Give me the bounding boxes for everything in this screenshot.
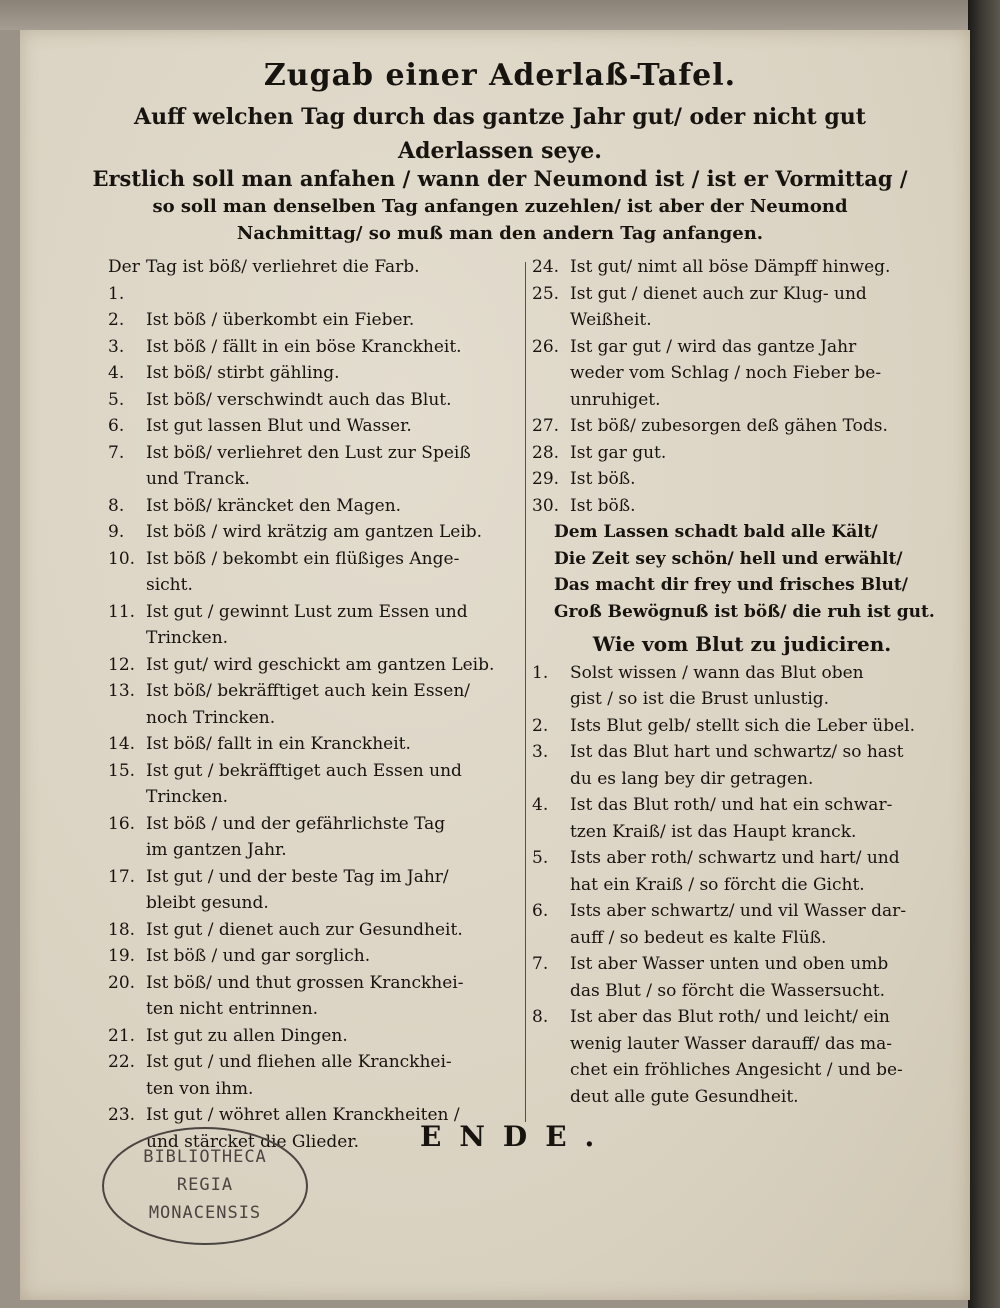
entry-line: gist / so ist die Brust unlustig. [570, 689, 830, 709]
entry-text [570, 951, 952, 1004]
entry-text [570, 281, 952, 334]
entry-line: Ist böß/ verliehret den Lust zur Speiß [146, 442, 471, 463]
verse-line: Die Zeit sey schön/ hell und erwählt/ [554, 548, 903, 569]
entry-line: Ist böß / und gar sorglich. [146, 946, 371, 966]
list-item [108, 652, 528, 679]
entry-text [570, 254, 952, 281]
entry-number: 3. [532, 742, 549, 762]
entry-line: Ist böß/ bekräfftiget auch kein Essen/ [146, 681, 471, 701]
entry-line: Ist aber das Blut roth/ und leicht/ ein [570, 1007, 890, 1027]
entry-text [146, 387, 528, 414]
entry-number: 5. [108, 389, 125, 410]
entry-number: 1. [532, 662, 549, 683]
entry-line: wenig lauter Wasser darauff/ das ma- [570, 1033, 892, 1054]
entry-number: 2. [532, 715, 549, 736]
entry-line: Ist böß. [570, 495, 636, 516]
entry-line: Ist böß/ stirbt gähling. [146, 363, 340, 383]
entry-number: 14. [108, 734, 136, 754]
entry-number: 15. [108, 760, 136, 781]
entry-text [570, 334, 952, 414]
catchword-ende: ENDE. [420, 1120, 613, 1153]
list-item [108, 440, 528, 493]
list-item [108, 493, 528, 520]
entry-number: 29. [532, 469, 560, 489]
list-item [108, 413, 528, 440]
entry-line: Trincken. [146, 787, 229, 807]
entry-number: 18. [108, 919, 136, 940]
entry-number: 3. [108, 336, 125, 357]
entry-number: 6. [108, 416, 125, 436]
entry-line: Weißheit. [570, 310, 652, 330]
page-subtitle-cont: Aderlassen seye. [398, 138, 602, 164]
entry-text [146, 334, 528, 361]
entry-number: 26. [532, 336, 560, 357]
entry-number: 8. [108, 495, 125, 516]
instruction-line-3: Nachmittag/ so muß man den andern Tag anfangen. [236, 223, 764, 244]
entry-line: Ist gut zu allen Dingen. [146, 1025, 348, 1046]
entry-line: Ist böß / überkombt ein Fieber. [146, 310, 415, 330]
entry-number: 19. [108, 946, 136, 966]
entry-number: 13. [108, 681, 136, 701]
entry-text [146, 943, 528, 970]
entry-number: 9. [108, 522, 125, 542]
entry-text [146, 493, 528, 520]
entry-text [570, 660, 952, 713]
entry-number: 6. [532, 901, 549, 921]
page-subtitle: Auff welchen Tag durch das gantze Jahr gut/ oder nicht gut [134, 104, 866, 130]
entry-line: weder vom Schlag / noch Fieber be- [570, 363, 882, 383]
entry-line: Ists Blut gelb/ stellt sich die Leber übel. [570, 715, 916, 736]
list-item [108, 864, 528, 917]
entry-text [146, 440, 528, 493]
blood-subheading: Wie vom Blut zu judiciren. [592, 632, 892, 656]
list-item [532, 413, 952, 440]
entry-text [146, 917, 528, 944]
list-item [108, 917, 528, 944]
entry-text [570, 792, 952, 845]
entry-line: Tag ist böß/ verliehret die Farb. [146, 257, 420, 277]
entry-line: Ist böß / wird krätzig am gantzen Leib. [146, 522, 483, 542]
entry-line: Ist böß. [570, 469, 636, 489]
entry-line: Ists aber roth/ schwartz und hart/ und [570, 848, 900, 868]
entry-line: Ist gut / und fliehen alle Kranckhei- [146, 1052, 452, 1072]
entry-text [146, 811, 528, 864]
list-item [108, 731, 528, 758]
entry-line: Ist gar gut. [570, 442, 667, 463]
entry-number: 2. [108, 310, 125, 330]
list-item [108, 811, 528, 864]
list-item [108, 758, 528, 811]
list-item [108, 970, 528, 1023]
entry-text [146, 758, 528, 811]
entry-number: 4. [532, 795, 549, 815]
entry-text [570, 466, 952, 493]
instruction-line-1: Erstlich soll man anfahen / wann der Neumond ist / ist er Vormittag / [92, 166, 908, 191]
entry-line: Ist gut/ wird geschickt am gantzen Leib. [146, 654, 495, 675]
entry-number: 22. [108, 1052, 136, 1072]
entry-line: Ist böß/ und thut grossen Kranckhei- [146, 972, 464, 993]
entry-line: das Blut / so förcht die Wassersucht. [570, 980, 886, 1001]
list-item [532, 739, 952, 792]
verse-line: Das macht dir frey und frisches Blut/ [554, 575, 908, 595]
list-item [532, 493, 952, 520]
entry-line: und stärcket die Glieder. [146, 1131, 360, 1152]
list-item [532, 713, 952, 740]
list-item [108, 678, 528, 731]
entry-line: Ist böß/ zubesorgen deß gähen Tods. [570, 416, 888, 436]
scan-background-top [0, 0, 968, 30]
list-item [532, 334, 952, 414]
entry-number: 7. [108, 442, 125, 463]
entry-text [570, 898, 952, 951]
list-item [108, 519, 528, 546]
entry-line: chet ein fröhliches Angesicht / und be- [570, 1060, 903, 1080]
entry-line: Ist gut lassen Blut und Wasser. [146, 416, 412, 436]
entry-number: Der 1. [108, 257, 140, 304]
entry-line: noch Trincken. [146, 707, 276, 728]
entry-text [146, 360, 528, 387]
stamp-line-1: BIBLIOTHECA [143, 1147, 267, 1167]
entry-text [570, 845, 952, 898]
entry-line: ten von ihm. [146, 1078, 254, 1099]
entry-line: Ist gut / dienet auch zur Gesundheit. [146, 919, 463, 940]
page-title: Zugab einer Aderlaß-Tafel. [263, 58, 737, 93]
entry-line: Ist gut / wöhret allen Kranckheiten / [146, 1105, 460, 1125]
entry-line: Ist böß/ fallt in ein Kranckheit. [146, 734, 411, 754]
entry-line: Ist gut / und der beste Tag im Jahr/ [146, 866, 449, 887]
list-item [532, 951, 952, 1004]
entry-line: Ist gut / gewinnt Lust zum Essen und [146, 601, 468, 622]
right-column [532, 254, 952, 1110]
entry-number: 12. [108, 654, 136, 675]
entry-text [146, 970, 528, 1023]
entry-line: deut alle gute Gesundheit. [570, 1086, 799, 1107]
entry-line: Ist gut/ nimt all böse Dämpff hinweg. [570, 257, 891, 277]
entry-text [146, 307, 528, 334]
entry-text [146, 599, 528, 652]
entry-text [146, 254, 528, 307]
list-item [108, 546, 528, 599]
entry-line: unruhiget. [570, 389, 661, 410]
entry-line: Solst wissen / wann das Blut oben [570, 662, 864, 683]
entry-line: Ist böß/ kräncket den Magen. [146, 495, 402, 516]
list-item [108, 334, 528, 361]
entry-line: Ist gut / bekräfftiget auch Essen und [146, 760, 462, 781]
entry-line: Ists aber schwartz/ und vil Wasser dar- [570, 901, 907, 921]
entry-number: 20. [108, 972, 136, 993]
list-item [532, 254, 952, 281]
entry-line: Ist böß / fällt in ein böse Kranckheit. [146, 336, 462, 357]
entry-line: Ist das Blut roth/ und hat ein schwar- [570, 795, 893, 815]
verse-block [532, 519, 952, 625]
entry-text [146, 413, 528, 440]
entry-line: und Tranck. [146, 469, 250, 489]
entry-line: Ist böß / bekombt ein flüßiges Ange- [146, 548, 460, 569]
entry-text [570, 493, 952, 520]
entry-text [146, 652, 528, 679]
list-item [108, 599, 528, 652]
entry-line: Trincken. [146, 628, 229, 648]
entry-number: 10. [108, 548, 136, 569]
list-item [108, 1023, 528, 1050]
entry-number: 5. [532, 848, 549, 868]
entry-text [570, 713, 952, 740]
list-item [532, 845, 952, 898]
entry-line: Ist böß/ verschwindt auch das Blut. [146, 389, 452, 410]
entry-text [570, 440, 952, 467]
entry-line: im gantzen Jahr. [146, 840, 287, 860]
entry-number: 17. [108, 866, 136, 887]
list-item [108, 943, 528, 970]
entry-line: ten nicht entrinnen. [146, 999, 319, 1019]
list-item [532, 440, 952, 467]
entry-text [146, 864, 528, 917]
list-item [532, 466, 952, 493]
entry-line: bleibt gesund. [146, 893, 269, 913]
entry-text [570, 1004, 952, 1110]
list-item [532, 1004, 952, 1110]
entry-text [146, 731, 528, 758]
entry-text [146, 1049, 528, 1102]
stamp-line-2: REGIA [176, 1175, 234, 1195]
verse-line: Dem Lassen schadt bald alle Kält/ [554, 522, 878, 542]
list-item [532, 898, 952, 951]
entry-number: 16. [108, 813, 136, 834]
entry-text [146, 546, 528, 599]
entry-text [146, 1023, 528, 1050]
entry-line: sicht. [146, 575, 193, 595]
column-divider [525, 262, 526, 1122]
entry-number: 8. [532, 1007, 549, 1027]
entry-line: Ist gut / dienet auch zur Klug- und [570, 283, 867, 304]
entry-number: 28. [532, 442, 560, 463]
list-item [108, 360, 528, 387]
entry-number: 7. [532, 954, 549, 974]
entry-line: Ist gar gut / wird das gantze Jahr [570, 336, 857, 357]
entry-line: Ist das Blut hart und schwartz/ so hast [570, 742, 904, 762]
stamp-line-3: MONACENSIS [148, 1203, 262, 1223]
entry-line: tzen Kraiß/ ist das Haupt kranck. [570, 821, 857, 842]
list-item [108, 1049, 528, 1102]
list-item [108, 254, 528, 307]
list-item [532, 792, 952, 845]
verse-line: Groß Bewögnuß ist böß/ die ruh ist gut. [554, 601, 935, 622]
entry-number: 23. [108, 1105, 136, 1125]
entry-text [146, 519, 528, 546]
entry-text [146, 678, 528, 731]
list-item [108, 387, 528, 414]
instruction-line-2: so soll man denselben Tag anfangen zuzehlen/ ist aber der Neumond [152, 196, 848, 217]
entry-number: 24. [532, 257, 560, 277]
entry-number: 11. [108, 601, 136, 622]
entry-number: 27. [532, 416, 560, 436]
entry-line: du es lang bey dir getragen. [570, 768, 814, 789]
entry-text [570, 413, 952, 440]
library-stamp [100, 1125, 310, 1247]
list-item [108, 307, 528, 334]
entry-line: Ist böß / und der gefährlichste Tag [146, 813, 446, 834]
entry-text [570, 739, 952, 792]
list-item [532, 281, 952, 334]
entry-number: 21. [108, 1025, 136, 1046]
entry-number: 4. [108, 363, 125, 383]
entry-number: 30. [532, 495, 560, 516]
entry-line: Ist aber Wasser unten und oben umb [570, 954, 889, 974]
left-column [108, 254, 528, 1155]
list-item [532, 660, 952, 713]
entry-line: hat ein Kraiß / so förcht die Gicht. [570, 874, 865, 895]
entry-number: 25. [532, 283, 560, 304]
entry-line: auff / so bedeut es kalte Flüß. [570, 927, 827, 948]
